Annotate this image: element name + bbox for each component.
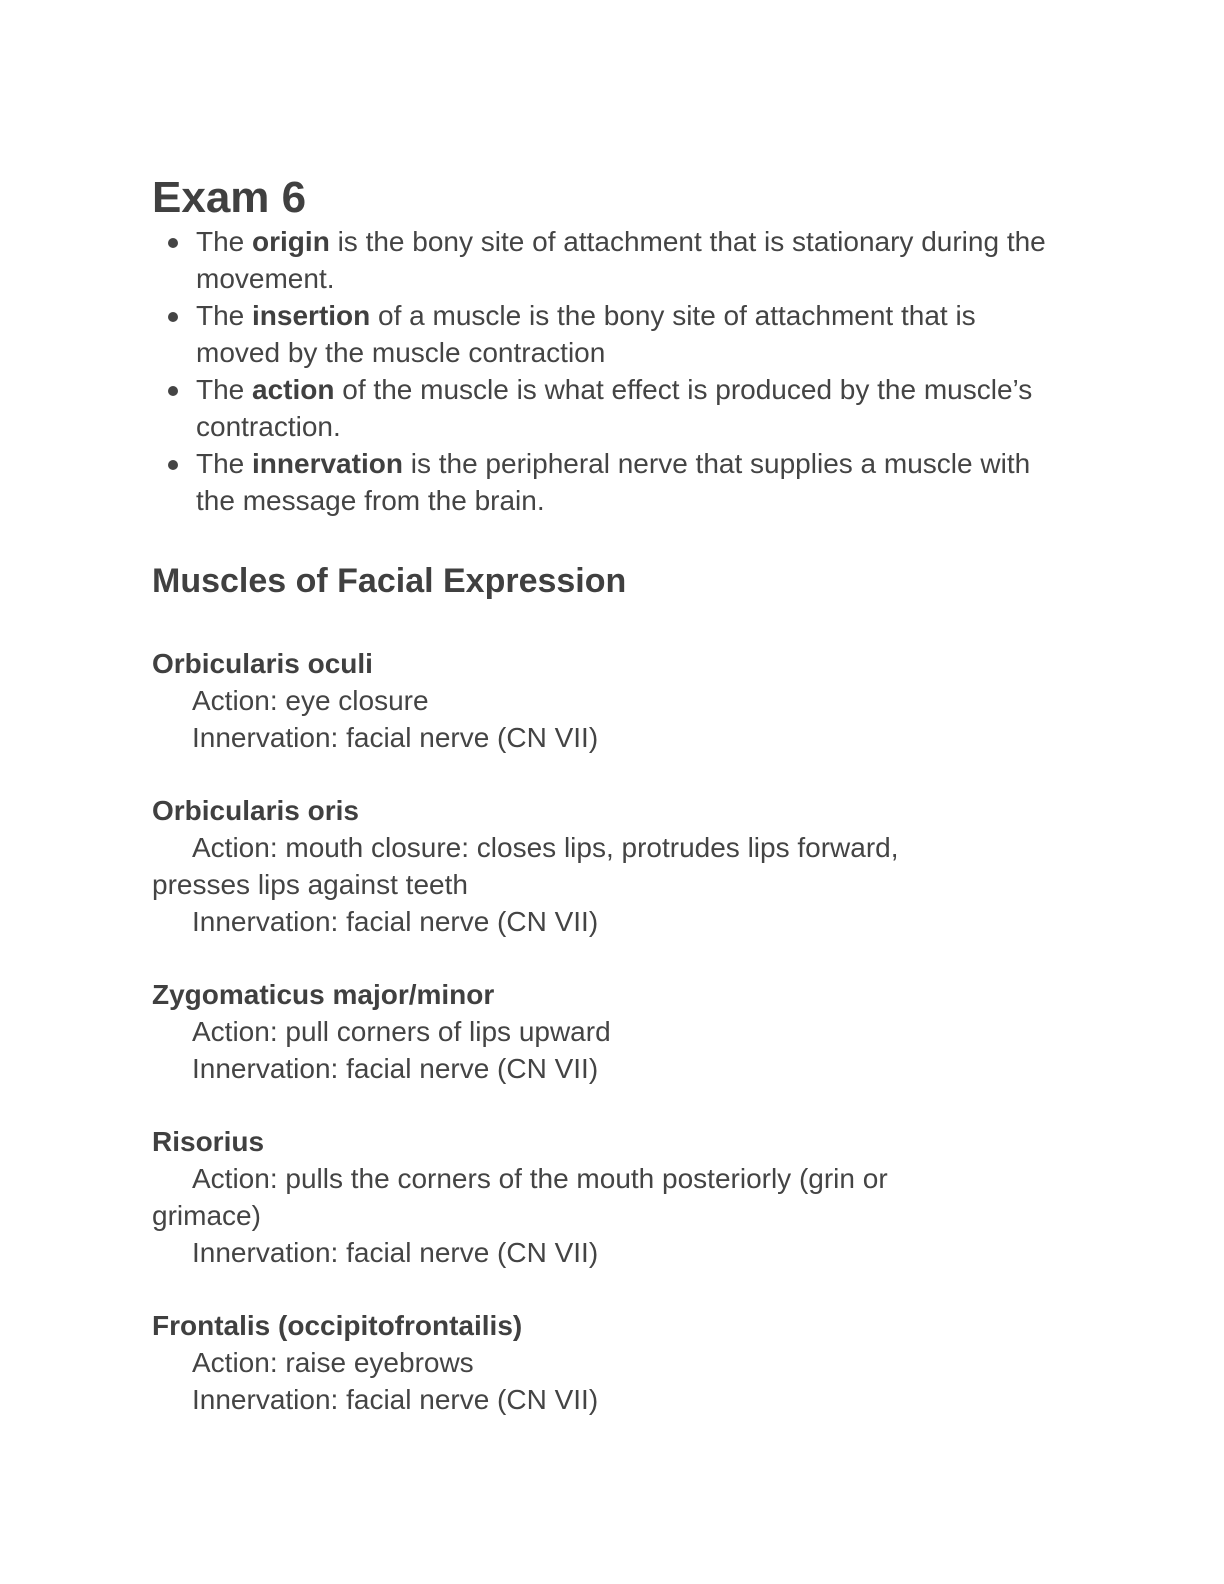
muscle-name: Orbicularis oculi xyxy=(152,648,373,679)
muscle-entry xyxy=(152,645,1052,756)
document-page xyxy=(152,172,1052,1454)
definition-list xyxy=(152,224,1052,519)
bullet-icon xyxy=(168,312,178,322)
definition-prefix: The xyxy=(196,448,253,479)
definition-term: insertion xyxy=(252,300,371,331)
definition-prefix: The xyxy=(196,226,253,257)
muscle-action: Action: eye closure xyxy=(192,685,429,716)
definition-term: innervation xyxy=(252,448,403,479)
bullet-icon xyxy=(168,460,178,470)
muscle-entry xyxy=(152,1307,1052,1418)
muscle-entry xyxy=(152,1123,1052,1271)
definition-item xyxy=(152,298,1056,371)
definition-text: of a muscle is the bony site of attachment that is moved by the muscle contraction xyxy=(196,300,976,368)
bullet-icon xyxy=(168,386,178,396)
muscle-innervation: Innervation: facial nerve (CN VII) xyxy=(192,1237,599,1268)
definition-prefix: The xyxy=(196,300,253,331)
muscle-action: Action: pulls the corners of the mouth posteriorly (grin or grimace) xyxy=(152,1163,888,1231)
muscle-entry xyxy=(152,792,1052,940)
section-title: Muscles of Facial Expression xyxy=(152,562,627,600)
definition-term: origin xyxy=(252,226,330,257)
bullet-icon xyxy=(168,238,178,248)
definition-item xyxy=(152,446,1056,519)
muscle-innervation: Innervation: facial nerve (CN VII) xyxy=(192,1384,599,1415)
muscle-action: Action: pull corners of lips upward xyxy=(192,1016,611,1047)
muscle-list xyxy=(152,645,1052,1418)
definition-text: is the peripheral nerve that supplies a muscle with the message from the brain. xyxy=(196,448,1031,516)
muscle-innervation: Innervation: facial nerve (CN VII) xyxy=(192,1053,599,1084)
muscle-action: Action: raise eyebrows xyxy=(192,1347,474,1378)
muscle-name: Orbicularis oris xyxy=(152,795,359,826)
muscle-innervation: Innervation: facial nerve (CN VII) xyxy=(192,722,599,753)
definition-term: action xyxy=(252,374,335,405)
definition-text: of the muscle is what effect is produced by the muscle’s contraction. xyxy=(196,374,1033,442)
page-title: Exam 6 xyxy=(152,173,307,222)
muscle-entry xyxy=(152,976,1052,1087)
muscle-name: Frontalis (occipitofrontailis) xyxy=(152,1310,523,1341)
definition-item xyxy=(152,224,1056,297)
definition-text: is the bony site of attachment that is stationary during the movement. xyxy=(196,226,1046,294)
definition-item xyxy=(152,372,1056,445)
muscle-innervation: Innervation: facial nerve (CN VII) xyxy=(192,906,599,937)
muscle-name: Zygomaticus major/minor xyxy=(152,979,495,1010)
definition-prefix: The xyxy=(196,374,253,405)
muscle-action: Action: mouth closure: closes lips, protrudes lips forward, presses lips against teeth xyxy=(152,832,899,900)
muscle-name: Risorius xyxy=(152,1126,265,1157)
